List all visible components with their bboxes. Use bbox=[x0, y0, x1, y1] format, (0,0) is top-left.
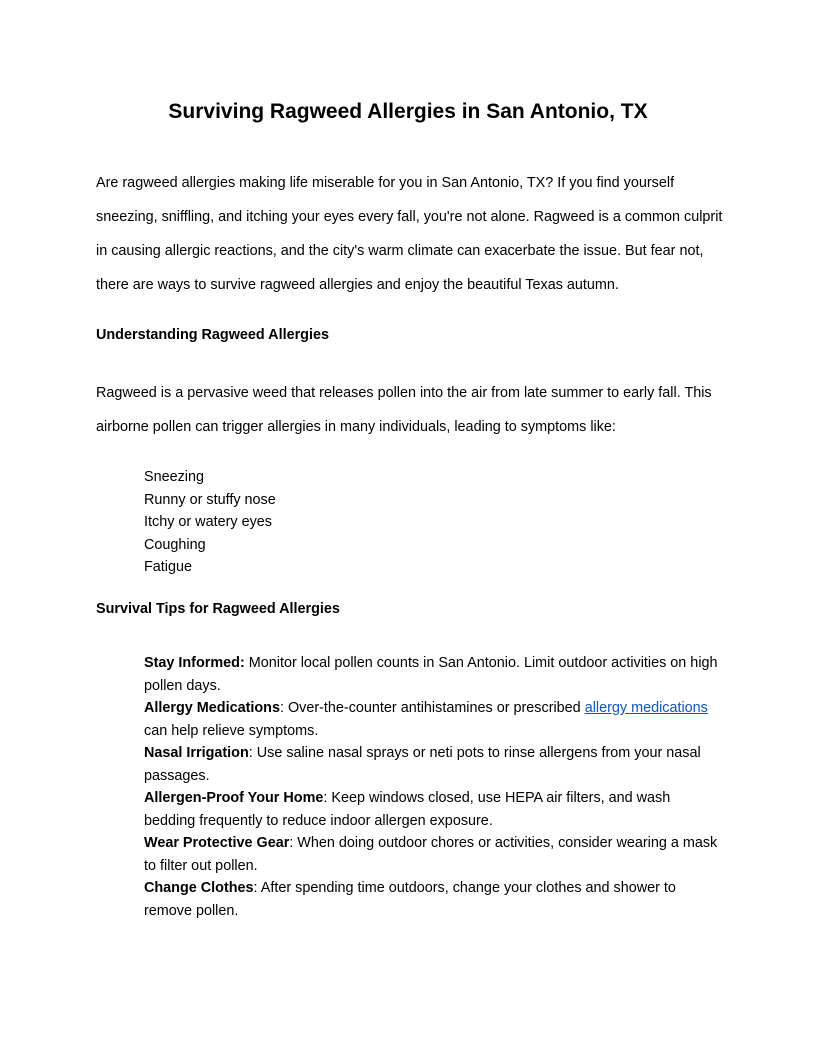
list-item: Itchy or watery eyes bbox=[144, 514, 272, 530]
tip-text: : Use saline nasal sprays or neti pots to rinse allergens from your nasal passages. bbox=[144, 745, 701, 784]
list-item bbox=[144, 832, 724, 877]
tip-title: Allergy Medications bbox=[144, 700, 280, 716]
list-item bbox=[144, 787, 724, 832]
allergy-medications-link[interactable]: allergy medications bbox=[584, 700, 708, 716]
tip-title: Nasal Irrigation bbox=[144, 745, 249, 761]
tip-text: : When doing outdoor chores or activities, consider wearing a mask to filter out pollen. bbox=[144, 835, 718, 874]
list-item bbox=[144, 742, 724, 787]
tip-text: Monitor local pollen counts in San Antonio. Limit outdoor activities on high pollen days. bbox=[144, 655, 718, 694]
list-item bbox=[144, 877, 724, 922]
section-body-understanding: Ragweed is a pervasive weed that releases pollen into the air from late summer to early fall. This airborne pollen can trigger allergies in many individuals, leading to symptoms like: bbox=[96, 385, 712, 435]
document-title: Surviving Ragweed Allergies in San Antonio, TX bbox=[168, 100, 648, 123]
tip-text: : Keep windows closed, use HEPA air filters, and wash bedding frequently to reduce indoor allergen exposure. bbox=[144, 790, 671, 829]
tip-text: : After spending time outdoors, change your clothes and shower to remove pollen. bbox=[144, 880, 676, 919]
tips-list bbox=[144, 652, 724, 922]
tip-text: : Over-the-counter antihistamines or prescribed bbox=[279, 700, 585, 716]
intro-paragraph: Are ragweed allergies making life miserable for you in San Antonio, TX? If you find yourself sneezing, sniffling, and itching your eyes every fall, you're not alone. Ragweed is a common culprit in causing allergic reactions, and the city's warm climate can exacerbate the issue. But fear not, there are ways to survive ragweed allergies and enjoy the beautiful Texas autumn. bbox=[96, 175, 723, 293]
tip-title: Allergen-Proof Your Home bbox=[144, 790, 324, 806]
tip-text: can help relieve symptoms. bbox=[144, 722, 319, 739]
list-item: Coughing bbox=[144, 536, 206, 553]
symptoms-list bbox=[144, 466, 276, 579]
list-item bbox=[144, 652, 724, 697]
section-heading-understanding: Understanding Ragweed Allergies bbox=[96, 327, 329, 343]
list-item: Sneezing bbox=[144, 469, 205, 485]
list-item: Runny or stuffy nose bbox=[144, 491, 276, 508]
tip-title: Wear Protective Gear bbox=[144, 835, 290, 851]
tip-title: Change Clothes bbox=[144, 880, 254, 896]
tip-title: Stay Informed: bbox=[144, 655, 245, 671]
list-item bbox=[144, 697, 724, 742]
section-heading-tips: Survival Tips for Ragweed Allergies bbox=[96, 601, 340, 617]
list-item: Fatigue bbox=[144, 559, 192, 575]
